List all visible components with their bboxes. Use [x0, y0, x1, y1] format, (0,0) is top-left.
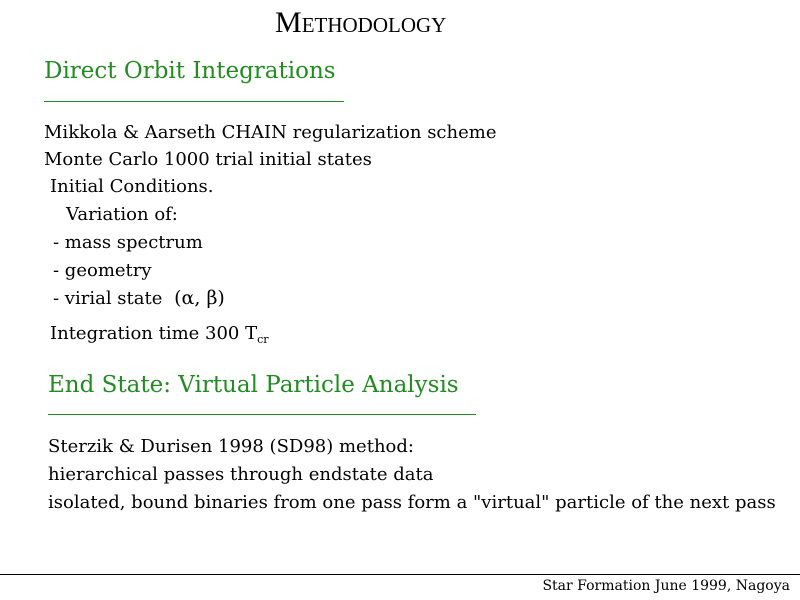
- section-underline-1: [44, 101, 344, 102]
- line-variation-of: Variation of:: [66, 204, 178, 225]
- title-initial: M: [275, 6, 302, 39]
- line-initial-conditions: Initial Conditions.: [50, 176, 214, 197]
- line-virial-state: [53, 287, 225, 309]
- line-sd98-method: Sterzik & Durisen 1998 (SD98) method:: [48, 436, 414, 457]
- line-virtual-particle: isolated, bound binaries from one pass form a "virtual" particle of the next pass: [48, 492, 776, 513]
- title-rest: ETHODOLOGY: [301, 13, 447, 37]
- line-monte-carlo: Monte Carlo 1000 trial initial states: [44, 149, 372, 170]
- line-integration-time: [50, 323, 269, 344]
- section-heading-end-state: End State: Virtual Particle Analysis: [48, 372, 459, 398]
- virial-state-label: - virial state: [53, 288, 163, 309]
- virial-params: (α, β): [174, 287, 225, 309]
- line-geometry: - geometry: [53, 260, 152, 281]
- section-heading-direct-orbit: Direct Orbit Integrations: [44, 58, 336, 84]
- line-hierarchical-passes: hierarchical passes through endstate data: [48, 464, 434, 485]
- section-underline-2: [48, 414, 476, 415]
- footer-text: Star Formation June 1999, Nagoya: [542, 578, 790, 594]
- slide-title: [275, 6, 446, 40]
- footer-rule: [0, 574, 800, 575]
- integration-time-subscript: cr: [257, 333, 269, 346]
- line-chain-scheme: Mikkola & Aarseth CHAIN regularization scheme: [44, 122, 497, 143]
- integration-time-label: Integration time 300 T: [50, 323, 258, 344]
- line-mass-spectrum: - mass spectrum: [53, 232, 203, 253]
